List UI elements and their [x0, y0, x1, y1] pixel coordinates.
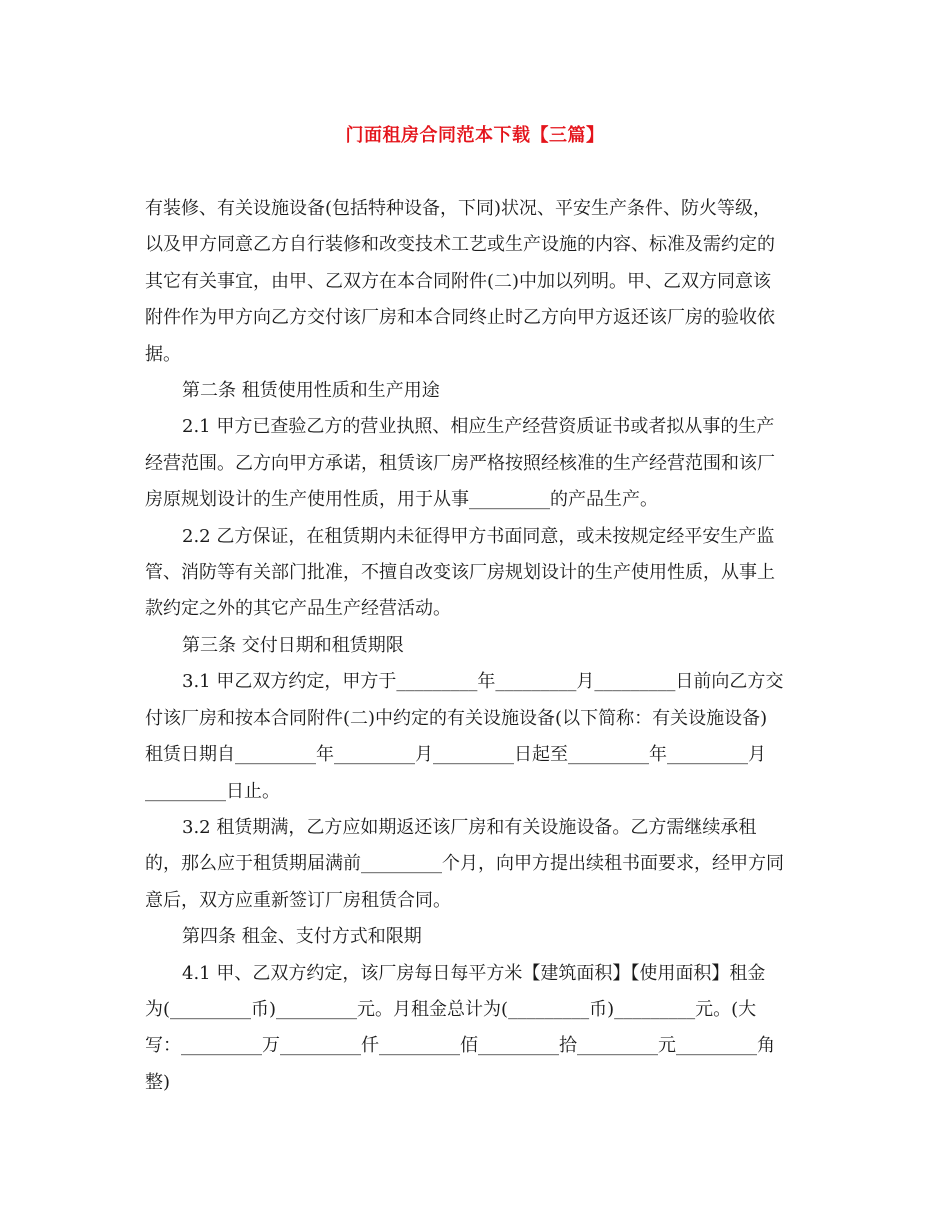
- text-line: 3.1 甲乙双方约定，甲方于_________年_________月_________日前向乙方交: [182, 671, 784, 693]
- text-line: 2.2 乙方保证，在租赁期内未征得甲方书面同意，或未按规定经平安生产监: [182, 525, 775, 547]
- text-line: 以及甲方同意乙方自行装修和改变技术工艺或生产设施的内容、标准及需约定的: [145, 234, 775, 256]
- text-line: 付该厂房和按本合同附件(二)中约定的有关设施设备(以下简称：有关设施设备): [145, 707, 768, 729]
- text-line: _________日止。: [145, 780, 280, 802]
- text-line: 整): [145, 1071, 171, 1093]
- text-line: 据。: [145, 343, 181, 365]
- text-line: 有装修、有关设施设备(包括特种设备，下同)状况、平安生产条件、防火等级，: [145, 198, 772, 219]
- text-line: 其它有关事宜，由甲、乙双方在本合同附件(二)中加以列明。甲、乙双方同意该: [145, 270, 772, 292]
- text-line: 意后，双方应重新签订厂房租赁合同。: [145, 889, 451, 911]
- article-heading: 第二条 租赁使用性质和生产用途: [182, 380, 440, 402]
- text-line: 附件作为甲方向乙方交付该厂房和本合同终止时乙方向甲方返还该厂房的验收依: [145, 307, 775, 329]
- text-line: 2.1 甲方已查验乙方的营业执照、相应生产经营资质证书或者拟从事的生产: [182, 416, 775, 438]
- text-line: 的，那么应于租赁期届满前_________个月，向甲方提出续租书面要求，经甲方同: [145, 853, 784, 875]
- text-line: 租赁日期自_________年_________月_________日起至_________年_________月: [145, 744, 766, 766]
- text-line: 管、消防等有关部门批准，不擅自改变该厂房规划设计的生产使用性质，从事上: [145, 562, 775, 584]
- text-line: 3.2 租赁期满，乙方应如期返还该厂房和有关设施设备。乙方需继续承租: [182, 816, 757, 838]
- text-line: 写：_________万_________仟_________佰_________拾_________元_________角: [145, 1035, 775, 1057]
- text-line: 款约定之外的其它产品生产经营活动。: [145, 598, 451, 620]
- article-heading: 第四条 租金、支付方式和限期: [182, 926, 422, 948]
- text-line: 为(_________币)_________元。月租金总计为(_________币)_________元。(大: [145, 998, 757, 1020]
- document-body: [145, 191, 810, 1101]
- text-line: 经营范围。乙方向甲方承诺，租赁该厂房严格按照经核准的生产经营范围和该厂: [145, 452, 775, 474]
- text-line: 4.1 甲、乙双方约定，该厂房每日每平方米【建筑面积】【使用面积】租金: [182, 962, 766, 984]
- text-line: 房原规划设计的生产使用性质，用于从事_________的产品生产。: [145, 489, 658, 511]
- document-title: 门面租房合同范本下载【三篇】: [345, 125, 605, 146]
- article-heading: 第三条 交付日期和租赁期限: [182, 634, 404, 656]
